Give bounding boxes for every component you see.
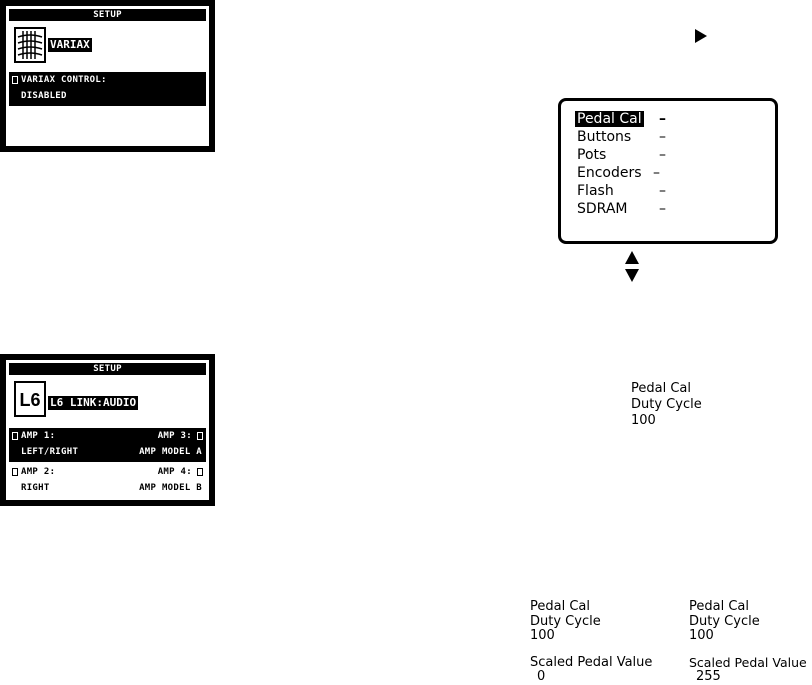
menu-dash: – (653, 165, 660, 181)
menu-dash: – (659, 147, 666, 163)
l6-link-label: L6 LINK:AUDIO (50, 396, 137, 409)
lcd-screen-l6link (0, 354, 215, 506)
menu-item-flash[interactable]: Flash (577, 183, 614, 199)
variax-control-value: DISABLED (21, 91, 67, 101)
scaled-pedal-label: Scaled Pedal Value (689, 655, 807, 670)
amp4-value: AMP MODEL B (139, 483, 202, 493)
selector-mark-icon (197, 468, 203, 476)
amp3-label: AMP 3: (157, 431, 192, 441)
menu-item-pedal-cal[interactable]: Pedal Cal (577, 111, 642, 127)
menu-dash: – (659, 183, 666, 199)
amp1-amp3-row[interactable] (9, 428, 206, 462)
screen-title: SETUP (93, 364, 122, 374)
menu-item-pots[interactable]: Pots (577, 147, 607, 163)
variax-control-label: VARIAX CONTROL: (21, 75, 107, 85)
duty-cycle-label: Duty Cycle (631, 397, 702, 412)
guitar-strings-icon (14, 27, 46, 63)
up-down-arrows-icon[interactable] (624, 250, 640, 284)
menu-dash: – (659, 111, 666, 127)
menu-dash: – (659, 129, 666, 145)
duty-cycle-value: 100 (631, 413, 656, 428)
amp2-amp4-row[interactable] (9, 464, 206, 498)
menu-item-sdram[interactable]: SDRAM (577, 201, 628, 217)
menu-item-encoders[interactable]: Encoders (577, 165, 642, 181)
amp1-label: AMP 1: (21, 431, 56, 441)
amp4-label: AMP 4: (157, 467, 192, 477)
duty-cycle-label: Duty Cycle (530, 614, 601, 629)
duty-cycle-label: Duty Cycle (689, 614, 760, 629)
selector-mark-icon (197, 432, 203, 440)
duty-cycle-value: 100 (689, 628, 714, 643)
selector-mark-icon (12, 468, 18, 476)
selector-mark-icon (12, 432, 18, 440)
scaled-pedal-value: 0 (537, 669, 546, 684)
amp2-label: AMP 2: (21, 467, 56, 477)
variax-control-row[interactable] (9, 72, 206, 106)
amp2-value: RIGHT (21, 483, 50, 493)
screen-title-bar (9, 363, 206, 375)
lcd-screen-variax (0, 0, 215, 152)
pedal-cal-title: Pedal Cal (689, 599, 749, 614)
play-icon[interactable] (694, 28, 708, 44)
amp3-value: AMP MODEL A (139, 447, 202, 457)
pedal-cal-title: Pedal Cal (530, 599, 590, 614)
menu-item-buttons[interactable]: Buttons (577, 129, 632, 145)
duty-cycle-value: 100 (530, 628, 555, 643)
pedal-cal-title: Pedal Cal (631, 381, 691, 396)
test-menu-screen (558, 98, 778, 244)
scaled-pedal-value: 255 (696, 669, 721, 684)
selector-mark-icon (12, 76, 18, 84)
variax-label: VARIAX (50, 38, 90, 51)
scaled-pedal-label: Scaled Pedal Value (530, 655, 653, 670)
l6-logo-icon: L6 (14, 381, 46, 417)
screen-title: SETUP (93, 10, 122, 20)
screen-title-bar (9, 9, 206, 21)
menu-dash: – (659, 201, 666, 217)
amp1-value: LEFT/RIGHT (21, 447, 79, 457)
